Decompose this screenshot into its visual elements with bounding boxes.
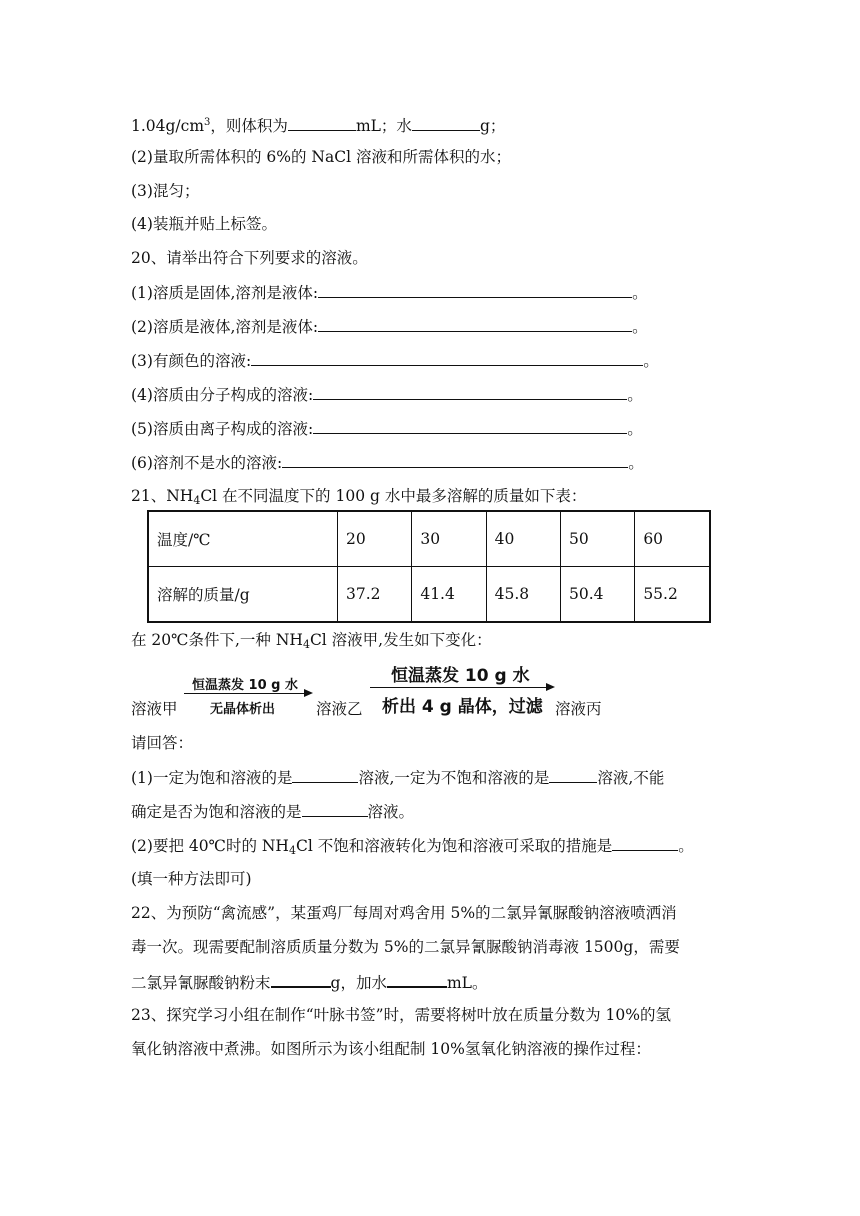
q20-item-3: (3)有颜色的溶液: 。 — [131, 352, 659, 370]
solution-b-label: 溶液乙 — [316, 700, 363, 718]
solubility-table — [147, 510, 711, 623]
q20-item-4: (4)溶质由分子构成的溶液: 。 — [131, 386, 643, 404]
table-header-cell: 溶解的质量/g — [148, 567, 338, 623]
arrow2-bottom-text: 析出 4 g 晶体，过滤 — [382, 697, 543, 717]
table-row — [148, 511, 710, 567]
q22-line1: 22、为预防“禽流感”，某蛋鸡厂每周对鸡舍用 5%的二氯异氰脲酸钠溶液喷洒消 — [131, 904, 677, 922]
q21-condition: 在 20℃条件下,一种 $NH_4Cl$ 溶液甲,发生如下变化： — [131, 631, 492, 651]
q21-note: (填一种方法即可) — [131, 870, 252, 888]
answer-blank[interactable] — [387, 971, 447, 988]
arrow2-top-text: 恒温蒸发 10 g 水 — [391, 666, 530, 686]
table-cell: 30 — [412, 511, 486, 567]
q21-title: 21、$NH_4Cl$ 在不同温度下的 100 g 水中最多溶解的质量如下表： — [131, 487, 587, 507]
table-cell: 55.2 — [635, 567, 710, 623]
q22-line3: 二氯异氰脲酸钠粉末 g，加水 mL。 — [131, 971, 487, 993]
answer-blank[interactable] — [318, 316, 632, 332]
answer-blank[interactable] — [313, 418, 627, 434]
arrow1-line — [184, 693, 306, 694]
arrow1-head-icon — [304, 689, 313, 697]
q19-step4: (4)装瓶并贴上标签。 — [131, 215, 277, 233]
table-cell: 60 — [635, 511, 710, 567]
arrow1-top-text: 恒温蒸发 10 g 水 — [192, 678, 298, 693]
q21-answer-prompt: 请回答： — [131, 734, 194, 752]
arrow2-line — [370, 687, 548, 688]
q20-item-6: (6)溶剂不是水的溶液: 。 — [131, 454, 644, 472]
q23-line2: 氧化钠溶液中煮沸。如图所示为该小组配制 10%氢氧化钠溶液的操作过程： — [131, 1040, 651, 1058]
answer-blank[interactable] — [313, 384, 627, 400]
q21-question1-line2: 确定是否为饱和溶液的是 溶液。 — [131, 803, 415, 821]
answer-blank[interactable] — [318, 282, 632, 298]
q20-item-2: (2)溶质是液体,溶剂是液体: 。 — [131, 318, 648, 336]
q20-title: 20、请举出符合下列要求的溶液。 — [131, 249, 368, 267]
table-row — [148, 567, 710, 623]
answer-blank[interactable] — [271, 971, 331, 988]
arrow2-head-icon — [546, 683, 555, 691]
table-cell: 20 — [338, 511, 412, 567]
answer-blank[interactable] — [412, 115, 480, 131]
answer-blank[interactable] — [251, 350, 643, 366]
answer-blank[interactable] — [292, 767, 358, 783]
q21-question1-line1: (1)一定为饱和溶液的是 溶液,一定为不饱和溶液的是 溶液,不能 — [131, 769, 665, 787]
q21-question2: (2)要把 40℃时的 $NH_4Cl$ 不饱和溶液转化为饱和溶液可采取的措施是 。 — [131, 837, 694, 857]
q19-line1: $1.04g/cm^3$，则体积为 mL；水 g； — [131, 117, 506, 135]
solution-c-label: 溶液丙 — [555, 700, 602, 718]
q20-item-1: (1)溶质是固体,溶剂是液体: 。 — [131, 284, 648, 302]
q19-step3: (3)混匀； — [131, 182, 200, 200]
table-cell: 50.4 — [560, 567, 634, 623]
q22-line2: 毒一次。现需要配制溶质质量分数为 5%的二氯异氰脲酸钠消毒液 1500g，需要 — [131, 938, 680, 956]
table-cell: 37.2 — [338, 567, 412, 623]
table-cell: 40 — [486, 511, 560, 567]
answer-blank[interactable] — [302, 801, 368, 817]
solution-a-label: 溶液甲 — [131, 700, 178, 718]
answer-blank[interactable] — [549, 767, 597, 783]
q23-line1: 23、探究学习小组在制作“叶脉书签”时，需要将树叶放在质量分数为 10%的氢 — [131, 1006, 671, 1024]
table-header-cell: 温度/℃ — [148, 511, 338, 567]
arrow1-bottom-text: 无晶体析出 — [210, 702, 276, 717]
table-cell: 45.8 — [486, 567, 560, 623]
answer-blank[interactable] — [288, 115, 356, 131]
answer-blank[interactable] — [612, 835, 678, 851]
table-cell: 41.4 — [412, 567, 486, 623]
q19-step2: (2)量取所需体积的 6%的 NaCl 溶液和所需体积的水； — [131, 148, 511, 166]
q20-item-5: (5)溶质由离子构成的溶液: 。 — [131, 420, 643, 438]
answer-blank[interactable] — [282, 452, 628, 468]
table-cell: 50 — [560, 511, 634, 567]
